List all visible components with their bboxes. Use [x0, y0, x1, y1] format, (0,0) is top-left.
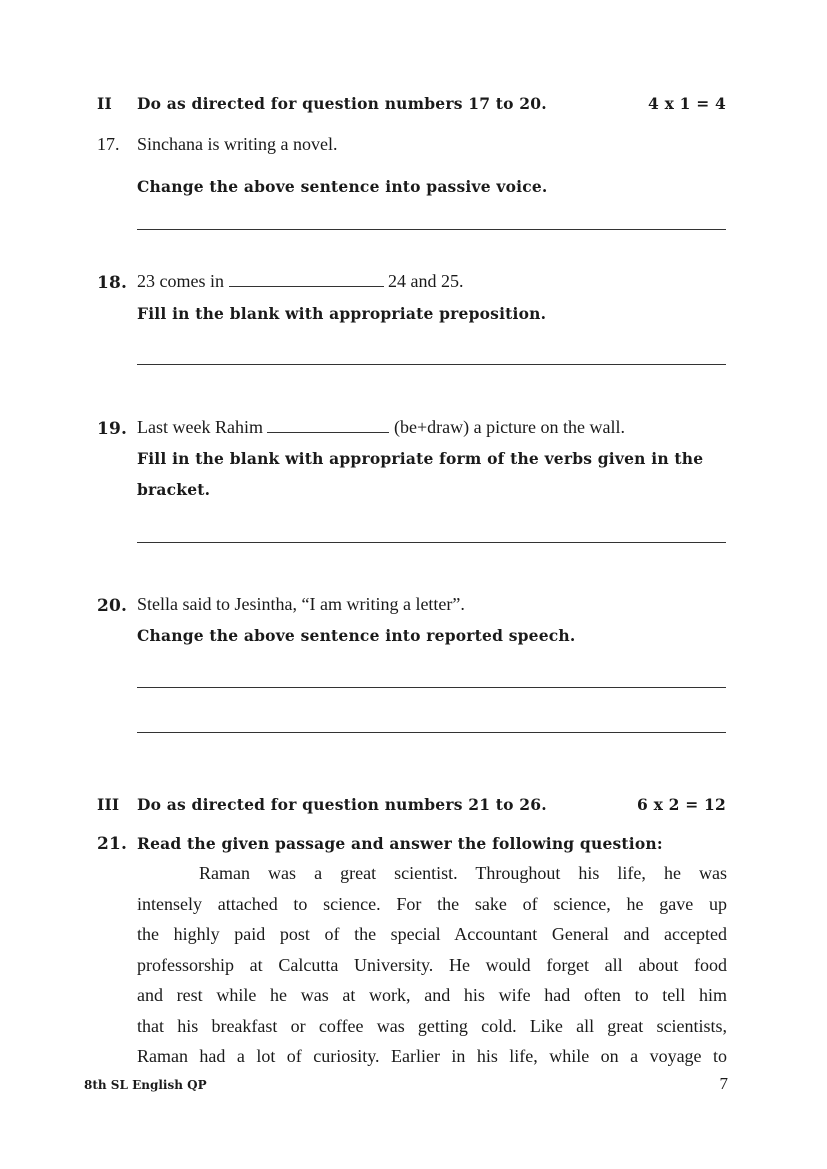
passage-line: Raman had a lot of curiosity. Earlier in his life, while on a voyage to: [137, 1046, 727, 1066]
section-iii-marks: 6 x 2 = 12: [637, 795, 726, 814]
section-ii-title: Do as directed for question numbers 17 to 20.: [137, 94, 547, 113]
passage-line: the highly paid post of the special Accountant General and accepted: [137, 924, 727, 944]
answer-line-19[interactable]: [137, 542, 726, 543]
question-19-instruction-line2: bracket.: [137, 480, 211, 499]
footer-label: 8th SL English QP: [84, 1078, 207, 1092]
question-20-number: 20.: [97, 596, 128, 616]
passage-line: intensely attached to science. For the sake of science, he gave up: [137, 894, 727, 914]
question-21-instruction: Read the given passage and answer the following question:: [137, 834, 663, 853]
question-20-instruction: Change the above sentence into reported speech.: [137, 626, 576, 645]
q19-text-after: (be+draw) a picture on the wall.: [393, 417, 626, 437]
question-18-number: 18.: [97, 273, 128, 293]
answer-line-17[interactable]: [137, 229, 726, 230]
question-19-instruction-line1: Fill in the blank with appropriate form of the verbs given in the: [137, 449, 704, 468]
q18-blank[interactable]: [229, 272, 384, 287]
answer-line-20a[interactable]: [137, 687, 726, 688]
question-17-number: 17.: [97, 134, 120, 154]
section-ii-marks: 4 x 1 = 4: [648, 94, 726, 113]
question-17-instruction: Change the above sentence into passive voice.: [137, 177, 548, 196]
section-iii-numeral: III: [97, 795, 120, 814]
passage-line: and rest while he was at work, and his wife had often to tell him: [137, 985, 727, 1005]
question-21-number: 21.: [97, 834, 128, 854]
q18-text-after: 24 and 25.: [388, 271, 464, 291]
passage-line: professorship at Calcutta University. He would forget all about food: [137, 955, 727, 975]
question-20-text: Stella said to Jesintha, “I am writing a letter”.: [137, 594, 465, 614]
answer-line-20b[interactable]: [137, 732, 726, 733]
q18-text-before: 23 comes in: [137, 271, 224, 291]
question-17-text: Sinchana is writing a novel.: [137, 134, 338, 154]
question-18-instruction: Fill in the blank with appropriate preposition.: [137, 304, 547, 323]
page-number: 7: [719, 1074, 728, 1093]
q19-blank[interactable]: [267, 418, 389, 433]
question-18-text: [137, 271, 464, 292]
q19-text-before: Last week Rahim: [137, 417, 263, 437]
section-ii-numeral: II: [97, 94, 112, 113]
passage-line: Raman was a great scientist. Throughout his life, he was: [199, 863, 727, 883]
passage-line: that his breakfast or coffee was getting cold. Like all great scientists,: [137, 1016, 727, 1036]
question-19-text: [137, 417, 625, 438]
answer-line-18[interactable]: [137, 364, 726, 365]
question-19-number: 19.: [97, 419, 128, 439]
section-iii-title: Do as directed for question numbers 21 to 26.: [137, 795, 547, 814]
